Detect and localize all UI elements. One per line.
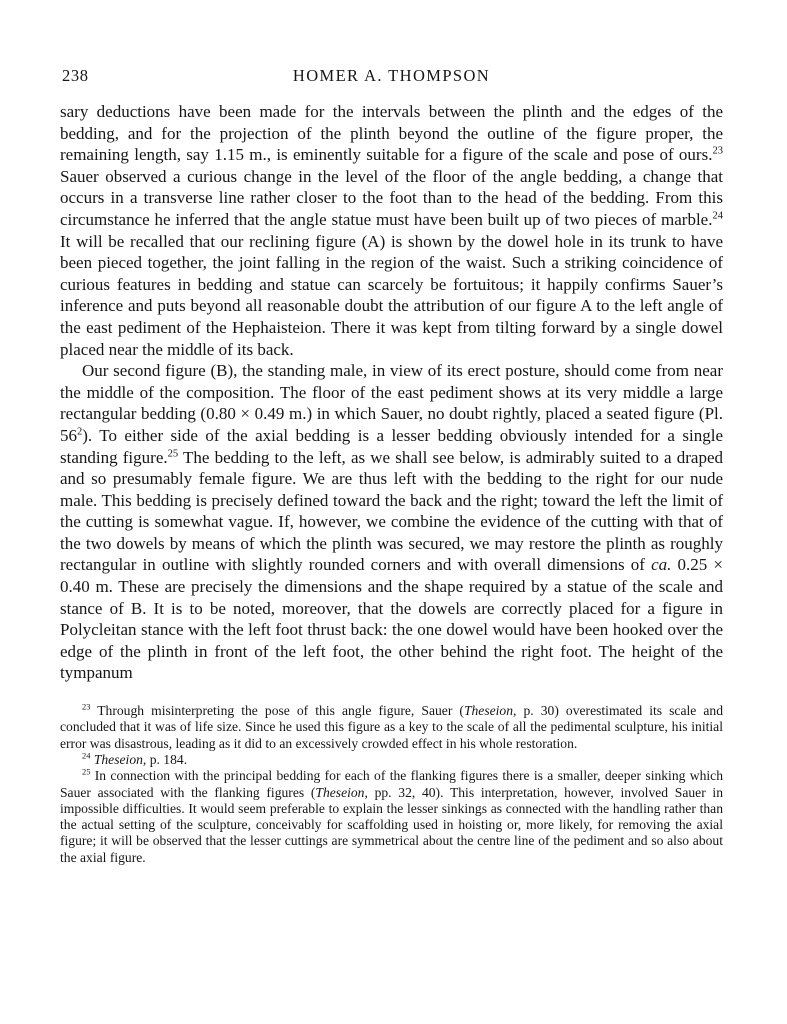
footnote-ref-25: 25 <box>167 447 179 459</box>
body-text <box>60 101 723 684</box>
footnote-citation: Theseion, <box>93 751 147 767</box>
paragraph-text: It will be recalled that our reclining figure (A) is shown by the dowel hole in its trunk to have been pieced together, the joint falling in the region of the waist. Such a striking coincidence of curious features in bedding and statue can scarcely be fortuitous; it happily confirms Sauer’s inference and puts beyond all reasonable doubt the attribution of our figure A to the left angle of the east pediment of the Hephaisteion. There it was kept from tilting forward by a single dowel placed near the middle of its back. <box>60 231 723 359</box>
footnote-25 <box>60 768 723 866</box>
footnote-ref-24: 24 <box>712 210 723 222</box>
paragraph-text: sary deductions have been made for the intervals between the plinth and the edges of the bedding, and for the projection of the plinth beyond the outline of the figure proper, the remaining length, say 1.15 m., is eminently suitable for a figure of the scale and pose of ours. <box>60 102 723 165</box>
footnote-text: p. 30) overestimated its scale and concluded that it was of life size. Since he used this figure as a key to the scale of all the pedimental sculpture, his initial error was disastrous, leading as it did to an excessively crowded effect in his whole restoration. <box>60 703 723 751</box>
paragraph-continued <box>60 101 723 360</box>
footnotes <box>60 703 723 866</box>
footnote-number: 23 <box>82 701 91 712</box>
footnote-citation: Theseion, <box>463 703 517 719</box>
paragraph-second-figure <box>60 360 723 684</box>
circa-abbreviation: ca. <box>651 555 672 575</box>
footnote-number: 24 <box>82 750 91 761</box>
paragraph-text: The bedding to the left, as we shall see below, is admirably suited to a draped and so presumably female figure. We are thus left with the bedding to the right for our nude male. This bedding is precisely defined toward the back and the right; toward the left the limit of the cutting is somewhat vague. If, however, we combine the evidence of the cutting with that of the two dowels by means of which the plinth was secured, we may restore the plinth as roughly rectangular in outline with slightly rounded corners and with overall dimensions of <box>60 447 723 575</box>
running-head-author: HOMER A. THOMPSON <box>292 66 491 85</box>
paragraph-text: ). To either side of the axial bedding is a lesser bedding obviously intended for a single standing figure. <box>60 425 723 467</box>
footnote-text: Through misinterpreting the pose of this angle figure, Sauer ( <box>90 703 464 719</box>
footnote-23 <box>60 703 723 752</box>
running-head <box>60 66 723 92</box>
paragraph-text: Sauer observed a curious change in the level of the floor of the angle bedding, a change that occurs in a transverse line rather closer to the foot than to the head of the bedding. From this circumstance he inferred that the angle statue must have been built up of two pieces of marble. <box>60 166 723 229</box>
page-number: 238 <box>62 66 89 85</box>
footnote-24 <box>60 752 723 768</box>
page <box>60 66 723 866</box>
footnote-number: 25 <box>82 766 91 777</box>
footnote-text: In connection with the principal bedding for each of the flanking figures there is a smaller, deeper sinking which Sauer associated with the flanking figures ( <box>60 768 723 800</box>
footnote-text: pp. 32, 40). This interpretation, however, involved Sauer in impossible difficulties. It would seem preferable to explain the lesser sinkings as connected with the handling rather than the actual setting of the sculpture, conceivably for scaffolding used in hoisting or, more likely, for removing the axial figure; it will be observed that the lesser cuttings are symmetrical about the centre line of the pediment and so also about the axial figure. <box>60 784 723 865</box>
plate-superscript: 2 <box>77 426 83 438</box>
footnote-ref-23: 23 <box>712 145 723 157</box>
paragraph-text: Our second figure (B), the standing male, in view of its erect posture, should come from near the middle of the composition. The floor of the east pediment shows at its very middle a large rectangular bedding (0.80 × 0.49 m.) in which Sauer, no doubt rightly, placed a seated figure (Pl. 56 <box>60 361 723 445</box>
footnote-text: p. 184. <box>146 751 188 767</box>
paragraph-text: 0.25 × 0.40 m. These are precisely the dimensions and the shape required by a statue of the scale and stance of B. It is to be noted, moreover, that the dowels are correctly placed for a figure in Polycleitan stance with the left foot thrust back: the one dowel would have been hooked over the edge of the plinth in front of the left foot, the other behind the right foot. The height of the tympanum <box>60 555 723 683</box>
footnote-citation: Theseion, <box>315 784 368 800</box>
